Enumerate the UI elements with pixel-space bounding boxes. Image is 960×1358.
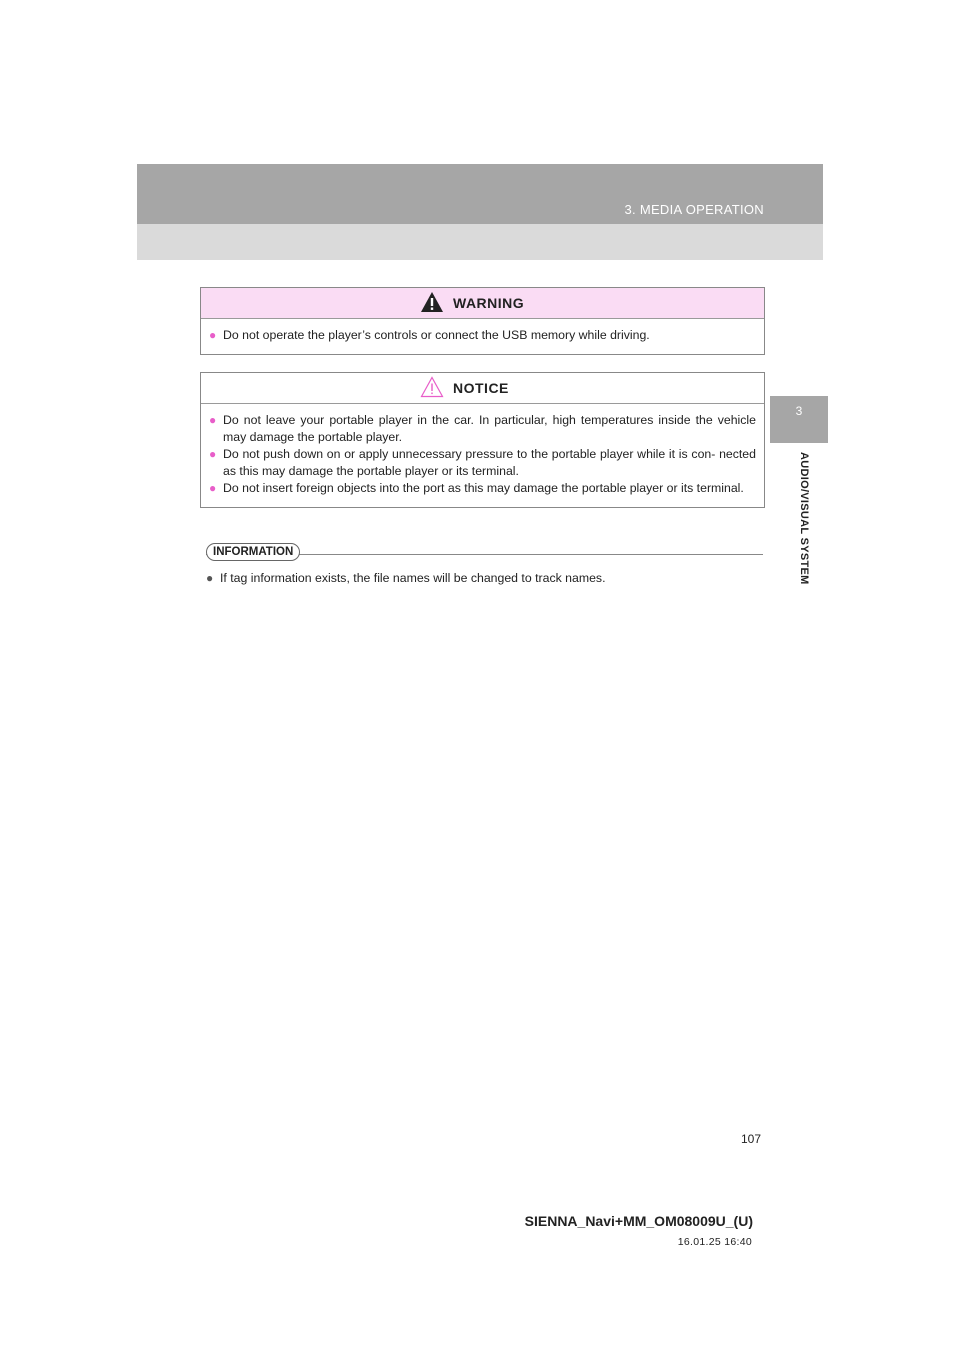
notice-item bbox=[209, 480, 756, 497]
information-item bbox=[206, 570, 766, 587]
bullet-icon: ● bbox=[209, 447, 217, 461]
information-tag: INFORMATION bbox=[206, 543, 300, 561]
chapter-label: AUDIO/VISUAL SYSTEM bbox=[798, 452, 810, 585]
section-title: 3. MEDIA OPERATION bbox=[624, 202, 764, 217]
chapter-tab bbox=[770, 396, 828, 443]
notice-item-text: Do not push down on or apply unnecessary pressure to the portable player while it is con- nected as this may damage the portable player or its terminal. bbox=[223, 447, 756, 478]
information-body bbox=[206, 570, 766, 587]
bullet-icon: ● bbox=[209, 328, 217, 342]
notice-box bbox=[200, 372, 765, 508]
page-number: 107 bbox=[741, 1132, 762, 1146]
notice-title: NOTICE bbox=[453, 380, 509, 396]
warning-item bbox=[209, 327, 756, 344]
document-timestamp: 16.01.25 16:40 bbox=[677, 1236, 752, 1248]
document-code: SIENNA_Navi+MM_OM08009U_(U) bbox=[524, 1213, 753, 1229]
warning-triangle-icon bbox=[420, 291, 444, 313]
bullet-icon: ● bbox=[209, 413, 217, 427]
bullet-icon: ● bbox=[209, 481, 217, 495]
bullet-icon: ● bbox=[206, 571, 214, 585]
warning-body bbox=[201, 319, 764, 354]
warning-title: WARNING bbox=[453, 295, 525, 311]
header-sub-band bbox=[137, 224, 823, 260]
information-item-text: If tag information exists, the file names will be changed to track names. bbox=[220, 571, 606, 585]
notice-item-text: Do not insert foreign objects into the port as this may damage the portable player or its terminal. bbox=[223, 481, 744, 495]
notice-triangle-icon bbox=[420, 376, 444, 398]
notice-item bbox=[209, 412, 756, 446]
notice-header bbox=[201, 373, 764, 404]
warning-box bbox=[200, 287, 765, 355]
warning-header bbox=[201, 288, 764, 319]
warning-item-text: Do not operate the player’s controls or connect the USB memory while driving. bbox=[223, 328, 650, 342]
notice-item bbox=[209, 446, 756, 480]
notice-body bbox=[201, 404, 764, 507]
chapter-number: 3 bbox=[795, 404, 803, 418]
notice-item-text: Do not leave your portable player in the car. In particular, high temperatures inside the vehicle may damage the portable player. bbox=[223, 413, 756, 444]
